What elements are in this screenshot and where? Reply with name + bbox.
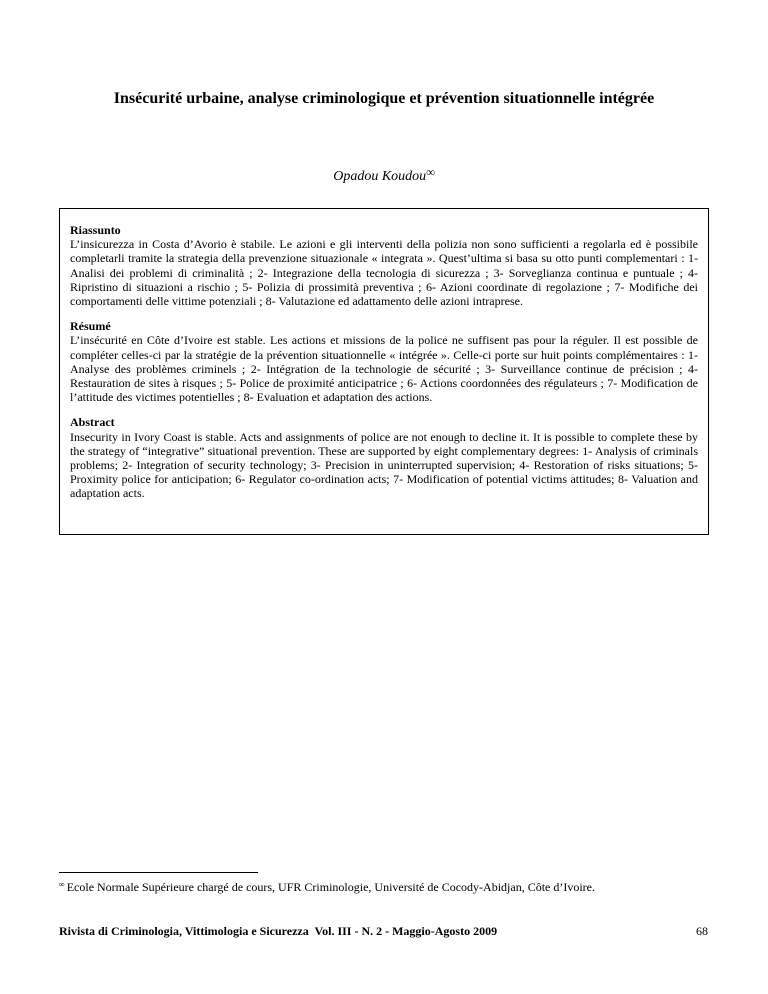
- section-body: L’insécurité en Côte d’Ivoire est stable. Les actions et missions de la police ne suffisent pas pour la réguler. Il est possible de compléter celles-ci par la stratégie de la prévention situationnelle « intégrée ». Celle-ci porte sur huit points complémentaires : 1- Analyse des problèmes criminels ; 2- Intégration de la technologie de sécurité ; 3- Surveillance continue de précision ; 4- Restauration de sites à risques ; 5- Police de proximité anticipatrice ; 6- Actions coordonnées des régulateurs ; 7- Modification de l’attitude des victimes potentielles ; 8- Evaluation et adaptation des actions.: [70, 333, 698, 405]
- section-heading: Résumé: [70, 319, 111, 334]
- footnote-divider: [59, 872, 258, 873]
- abstract-box: [59, 208, 709, 535]
- footnote-text: Ecole Normale Supérieure chargé de cours, UFR Criminologie, Université de Cocody-Abidjan, Côte d’Ivoire.: [66, 880, 596, 894]
- journal-footer: Rivista di Criminologia, Vittimologia e Sicurezza Vol. III - N. 2 - Maggio-Agosto 2009: [59, 924, 498, 938]
- section-body: Insecurity in Ivory Coast is stable. Acts and assignments of police are not enough to decline it. It is possible to complete these by the strategy of “integrative” situational prevention. These are supported by eight complementary degrees: 1- Analysis of criminals problems; 2- Integration of security technology; 3- Precision in uninterrupted supervision; 4- Restoration of risks situations; 5- Proximity police for anticipation; 6- Regulator co-ordination acts; 7- Modification of potential victims attitudes; 8- Valuation and adaptation acts.: [70, 429, 698, 501]
- abstract-section-french: [70, 319, 698, 404]
- section-body: L’insicurezza in Costa d’Avorio è stabile. Le azioni e gli interventi della polizia non sono sufficienti a regolarla ed è possibile completarli tramite la strategia della prevenzione situazionale « integrata ». Quest’ultima si basa su otto punti complementari : 1- Analisi dei problemi di criminalità ; 2- Integrazione della tecnologia di sicurezza ; 3- Sorveglianza continua e puntuale ; 4- Ripristino di situazioni a rischio ; 5- Polizia di prossimità preventiva ; 6- Azioni coordinate di regolazione ; 7- Modifiche dei comportamenti delle vittime potenziali ; 8- Valutazione ed adattamento delle azioni intraprese.: [70, 237, 698, 309]
- footnote-mark: ∞: [59, 880, 65, 889]
- abstract-section-english: [70, 415, 698, 500]
- footnote: [59, 880, 708, 895]
- page-number: 68: [696, 924, 708, 938]
- section-heading: Riassunto: [70, 223, 121, 237]
- author-name: Opadou Koudou: [333, 169, 427, 184]
- author-footnote-mark: ∞: [426, 165, 435, 179]
- abstract-section-italian: [70, 223, 698, 308]
- author-line: [60, 165, 708, 185]
- section-heading: Abstract: [70, 415, 115, 430]
- paper-title: Insécurité urbaine, analyse criminologique et prévention situationnelle intégrée: [113, 90, 655, 107]
